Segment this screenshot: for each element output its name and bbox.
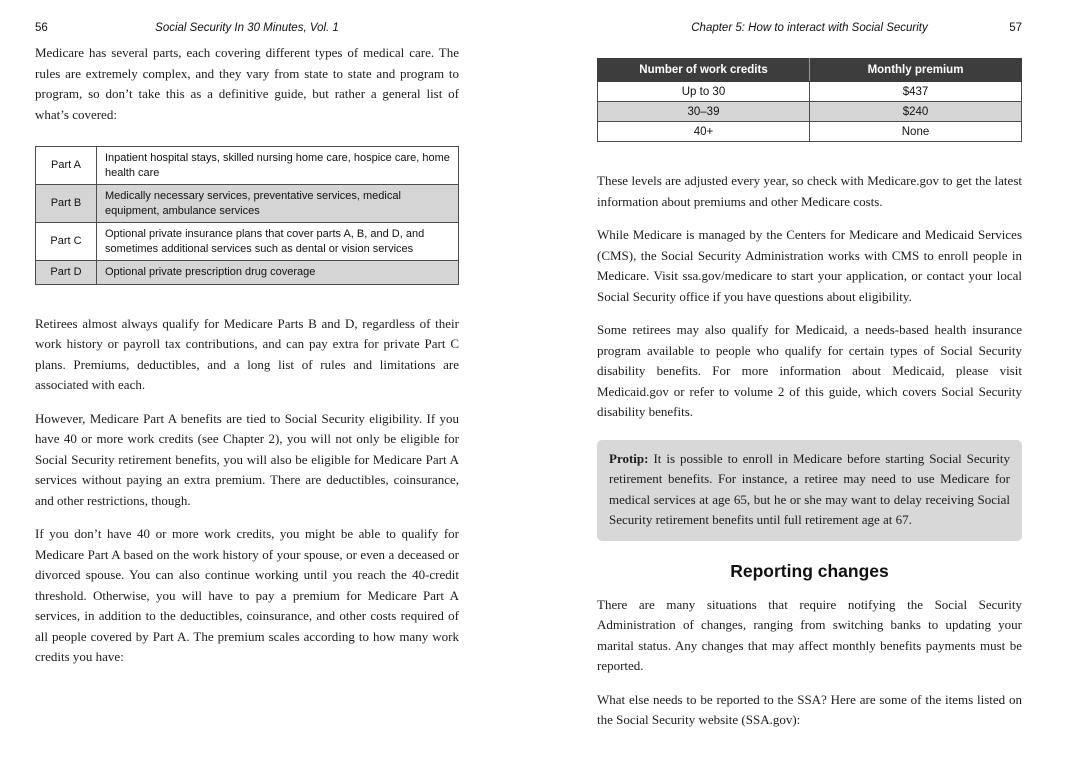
- paragraph: There are many situations that require notifying the Social Security Administration of changes, ranging from switching banks to updating your marital status. Any changes that may affect monthly benefits payments must be reported.: [597, 596, 1022, 673]
- credits-cell: 30–39: [598, 102, 810, 122]
- column-header-work-credits: Number of work credits: [598, 59, 810, 82]
- section-heading-reporting-changes: Reporting changes: [730, 560, 889, 581]
- paragraph: While Medicare is managed by the Centers for Medicare and Medicaid Services (CMS), the Social Security Administration works with CMS to enroll people in Medicare. Visit ssa.gov/medicare to start your application, or contact your local Social Security office if you have questions about eligibility.: [597, 227, 1022, 304]
- paragraph: Retirees almost always qualify for Medicare Parts B and D, regardless of their work history or payroll tax contributions, and can pay extra for private Part C plans. Premiums, deductibles, and a long list of rules and limitations are associated with each.: [35, 315, 459, 392]
- premium-cell: $240: [810, 102, 1022, 122]
- work-credits-premium-table: [597, 58, 1022, 142]
- part-label-cell: Part C: [36, 223, 97, 261]
- chapter-title-header: Chapter 5: How to interact with Social Security: [691, 22, 928, 34]
- part-label-cell: Part D: [36, 261, 97, 285]
- paragraph: If you don’t have 40 or more work credits, you might be able to qualify for Medicare Part A based on the work history of your spouse, or even a deceased or divorced spouse. You can also continue working until you reach the 40-credit threshold. Otherwise, you will have to pay a premium for Medicare Part A services, in addition to the deductibles, coinsurance, and other costs required of all people covered by Part A. The premium scales according to how many work credits you have:: [35, 526, 459, 664]
- paragraph: Some retirees may also qualify for Medicaid, a needs-based health insurance program available to people who qualify for certain types of Social Security disability benefits. For more information about Medicaid, please visit Medicaid.gov or refer to volume 2 of this guide, which covers Social Security disability benefits.: [597, 322, 1022, 419]
- page-number-left: 56: [35, 22, 48, 34]
- page-left: [35, 0, 459, 681]
- part-label-cell: Part B: [36, 185, 97, 223]
- credits-cell: 40+: [598, 122, 810, 142]
- running-header-right: [597, 22, 1022, 34]
- part-desc-cell: Inpatient hospital stays, skilled nursing home care, hospice care, home health care: [97, 147, 459, 185]
- paragraph: What else needs to be reported to the SSA? Here are some of the items listed on the Social Security website (SSA.gov):: [597, 691, 1022, 727]
- table-row: [36, 147, 459, 185]
- medicare-parts-table: [35, 146, 459, 285]
- paragraph: However, Medicare Part A benefits are tied to Social Security eligibility. If you have 40 or more work credits (see Chapter 2), you will not only be eligible for Social Security retirement benefits, you will also be eligible for Medicare Part A services without paying an extra premium. There are deductibles, coinsurance, and other restrictions, though.: [35, 410, 459, 508]
- credits-cell: Up to 30: [598, 82, 810, 102]
- table-row: [36, 261, 459, 285]
- page-right: [597, 0, 1022, 744]
- part-label-cell: Part A: [36, 147, 97, 185]
- paragraph-intro: Medicare has several parts, each covering different types of medical care. The rules are extremely complex, and they vary from state to state and program to program, so don’t take this as a definitive guide, but rather a general list of what’s covered:: [35, 45, 459, 122]
- table-row: [36, 185, 459, 223]
- table-row: [36, 223, 459, 261]
- running-header-left: [35, 22, 459, 34]
- protip-callout-box: [597, 440, 1022, 541]
- book-title-header: Social Security In 30 Minutes, Vol. 1: [155, 22, 339, 34]
- part-desc-cell: Medically necessary services, preventative services, medical equipment, ambulance services: [97, 185, 459, 223]
- table-row: [598, 82, 1022, 102]
- part-desc-cell: Optional private insurance plans that cover parts A, B, and D, and sometimes additional services such as dental or vision services: [97, 223, 459, 261]
- premium-cell: None: [810, 122, 1022, 142]
- paragraph: These levels are adjusted every year, so check with Medicare.gov to get the latest information about premiums and other Medicare costs.: [597, 173, 1022, 209]
- protip-label: Protip:: [609, 450, 649, 466]
- table-row: [598, 122, 1022, 142]
- part-desc-cell: Optional private prescription drug coverage: [97, 261, 459, 285]
- page-number-right: 57: [1009, 22, 1022, 34]
- premium-cell: $437: [810, 82, 1022, 102]
- column-header-monthly-premium: Monthly premium: [810, 59, 1022, 82]
- table-row: [598, 102, 1022, 122]
- table-header-row: [598, 59, 1022, 82]
- protip-text: It is possible to enroll in Medicare before starting Social Security retirement benefits. For instance, a retiree may need to use Medicare for medical services at age 65, but he or she may want to delay receiving Social Security retirement benefits until full retirement age at 67.: [609, 450, 1010, 527]
